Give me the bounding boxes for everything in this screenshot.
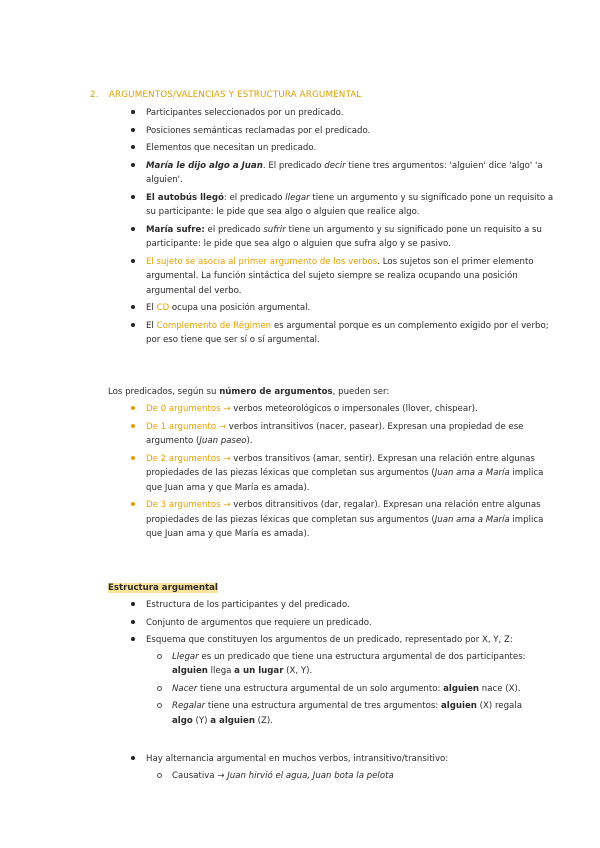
bullet-icon bbox=[131, 323, 135, 327]
list-item: María sufre: el predicado sufrir tiene un argumento y su significado pone un requisito a su participante: le pide que sea algo o alguien que sufra algo y se pasivo. bbox=[118, 223, 558, 252]
list-item: Hay alternancia argumental en muchos verbos, intransitivo/transitivo: Causativa → Juan hirvió el agua, Juan bota la pelota bbox=[118, 752, 558, 783]
bullet-icon bbox=[131, 424, 135, 428]
bullet-icon bbox=[131, 406, 135, 410]
list-item: Elementos que necesitan un predicado. bbox=[118, 141, 558, 156]
predicados-intro: Los predicados, según su número de argumentos, pueden ser: bbox=[108, 387, 390, 397]
list-item: María le dijo algo a Juan. El predicado decir tiene tres argumentos: 'alguien' dice 'algo' 'a alguien'. bbox=[118, 159, 558, 188]
bullet-icon bbox=[131, 620, 135, 624]
bullet-icon bbox=[131, 756, 135, 760]
circle-bullet-icon bbox=[157, 686, 162, 691]
list-item: Regalar tiene una estructura argumental de tres argumentos: alguien (X) regala algo (Y) a alguien (Z). bbox=[146, 699, 558, 728]
section-bullet-list bbox=[118, 106, 558, 348]
bullet-icon bbox=[131, 195, 135, 199]
list-item: Conjunto de argumentos que requiere un predicado. bbox=[118, 616, 558, 631]
list-item: Llegar es un predicado que tiene una estructura argumental de dos participantes: alguien llega a un lugar (X, Y). bbox=[146, 650, 558, 679]
estructura-list bbox=[118, 598, 558, 783]
circle-bullet-icon bbox=[157, 773, 162, 778]
list-item: El sujeto se asocia al primer argumento de los verbos. Los sujetos son el primer elemento argumental. La función sintáctica del sujeto siempre se realiza ocupando una posición argumental del verbo. bbox=[118, 255, 558, 299]
bullet-icon bbox=[131, 637, 135, 641]
list-item: Estructura de los participantes y del predicado. bbox=[118, 598, 558, 613]
list-item: De 3 argumentos → verbos ditransitivos (dar, regalar). Expresan una relación entre algunas propiedades de las piezas léxicas que completan sus argumentos (Juan ama a María implica que Juan ama y que María es amada). bbox=[118, 498, 558, 542]
bullet-icon bbox=[131, 110, 135, 114]
bullet-icon bbox=[131, 163, 135, 167]
bullet-icon bbox=[131, 259, 135, 263]
bullet-icon bbox=[131, 602, 135, 606]
alternancia-sublist bbox=[146, 769, 558, 784]
estructura-title: Estructura argumental bbox=[108, 583, 218, 593]
section-title: ARGUMENTOS/VALENCIAS Y ESTRUCTURA ARGUMENTAL bbox=[108, 90, 362, 100]
section-number: 2. bbox=[90, 90, 99, 100]
list-item: De 1 argumento → verbos intransitivos (nacer, pasear). Expresan una propiedad de ese argumento (Juan paseo). bbox=[118, 420, 558, 449]
list-item: De 0 argumentos → verbos meteorológicos o impersonales (llover, chispear). bbox=[118, 402, 558, 417]
bullet-icon bbox=[131, 128, 135, 132]
circle-bullet-icon bbox=[157, 654, 162, 659]
list-item: De 2 argumentos → verbos transitivos (amar, sentir). Expresan una relación entre algunas propiedades de las piezas léxicas que completan sus argumentos (Juan ama a María implica que Juan ama y que María es amada). bbox=[118, 452, 558, 496]
list-item: Nacer tiene una estructura argumental de un solo argumento: alguien nace (X). bbox=[146, 682, 558, 697]
estructura-sublist bbox=[146, 650, 558, 729]
list-item: Esquema que constituyen los argumentos de un predicado, representado por X, Y, Z: Llegar es un predicado que tiene una estructura argumental de dos participantes: alguien llega a un lugar (X, Y). Nacer tiene una estructura argumental de un solo argumento: alguien nace (X). Regalar tiene una estructura argumental de tres argumentos: alguien (X) regala algo (Y) a alguien (Z). bbox=[118, 633, 558, 728]
list-item: Causativa → Juan hirvió el agua, Juan bota la pelota bbox=[146, 769, 558, 784]
predicados-list bbox=[118, 402, 558, 542]
list-item: El CD ocupa una posición argumental. bbox=[118, 301, 558, 316]
list-item: El Complemento de Régimen es argumental porque es un complemento exigido por el verbo; por eso tiene que ser sí o sí argumental. bbox=[118, 319, 558, 348]
list-item: Participantes seleccionados por un predicado. bbox=[118, 106, 558, 121]
section-heading bbox=[90, 88, 361, 103]
list-item: El autobús llegó: el predicado llegar tiene un argumento y su significado pone un requisito a su participante: le pide que sea algo o alguien que realice algo. bbox=[118, 191, 558, 220]
bullet-icon bbox=[131, 145, 135, 149]
bullet-icon bbox=[131, 456, 135, 460]
bullet-icon bbox=[131, 502, 135, 506]
bullet-icon bbox=[131, 305, 135, 309]
circle-bullet-icon bbox=[157, 703, 162, 708]
bullet-icon bbox=[131, 227, 135, 231]
list-item: Posiciones semánticas reclamadas por el predicado. bbox=[118, 124, 558, 139]
